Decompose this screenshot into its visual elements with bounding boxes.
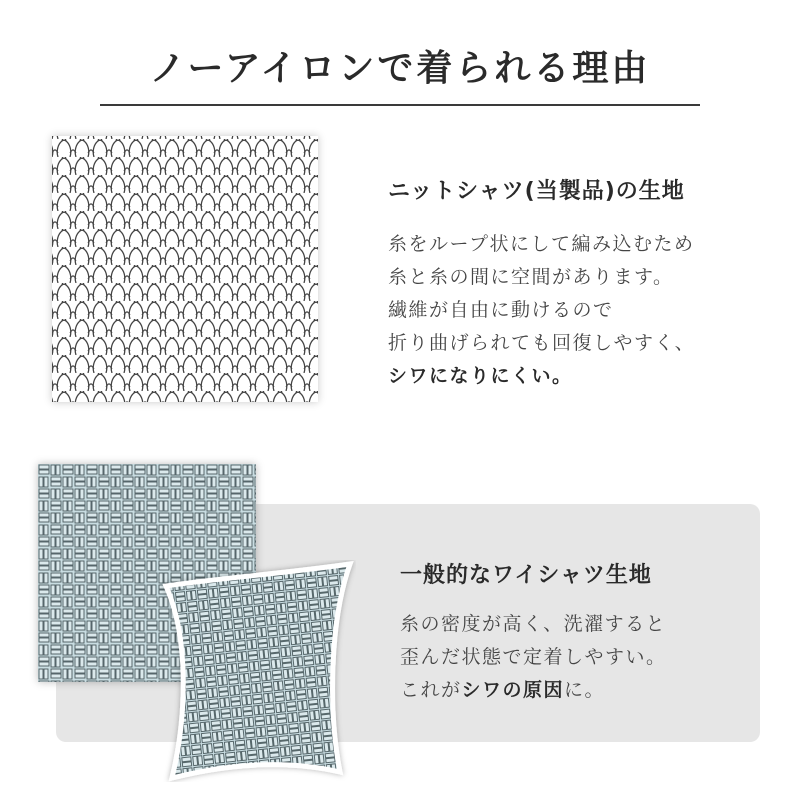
woven-line-1: 糸の密度が高く、洗濯すると xyxy=(400,613,667,635)
distorted-woven-svg xyxy=(160,560,356,782)
woven-line-3 xyxy=(400,674,667,707)
woven-description xyxy=(400,608,667,707)
knit-line-2: 糸と糸の間に空間があります。 xyxy=(388,266,674,288)
knit-heading: ニットシャツ(当製品)の生地 xyxy=(388,179,685,204)
knit-fabric-illustration xyxy=(52,136,318,402)
knit-line-3: 繊維が自由に動けるので xyxy=(388,299,614,321)
knit-line-4: 折り曲げられても回復しやすく、 xyxy=(388,332,696,354)
title-divider xyxy=(100,104,700,106)
woven-emphasis: シワの原因 xyxy=(461,679,565,701)
knit-line-1: 糸をループ状にして編み込むため xyxy=(388,233,695,255)
knit-pattern-svg xyxy=(52,136,318,402)
woven-heading: 一般的なワイシャツ生地 xyxy=(400,563,652,588)
knit-description xyxy=(388,228,695,393)
woven-line-3-prefix: これが xyxy=(400,679,462,701)
knit-emphasis: シワになりにくい。 xyxy=(388,365,573,387)
woven-line-3-suffix: に。 xyxy=(564,679,606,701)
knit-line-5 xyxy=(388,360,695,393)
woven-line-2: 歪んだ状態で定着しやすい。 xyxy=(400,646,667,668)
distorted-woven-fabric-illustration xyxy=(160,560,356,782)
page-title: ノーアイロンで着られる理由 xyxy=(149,48,651,89)
